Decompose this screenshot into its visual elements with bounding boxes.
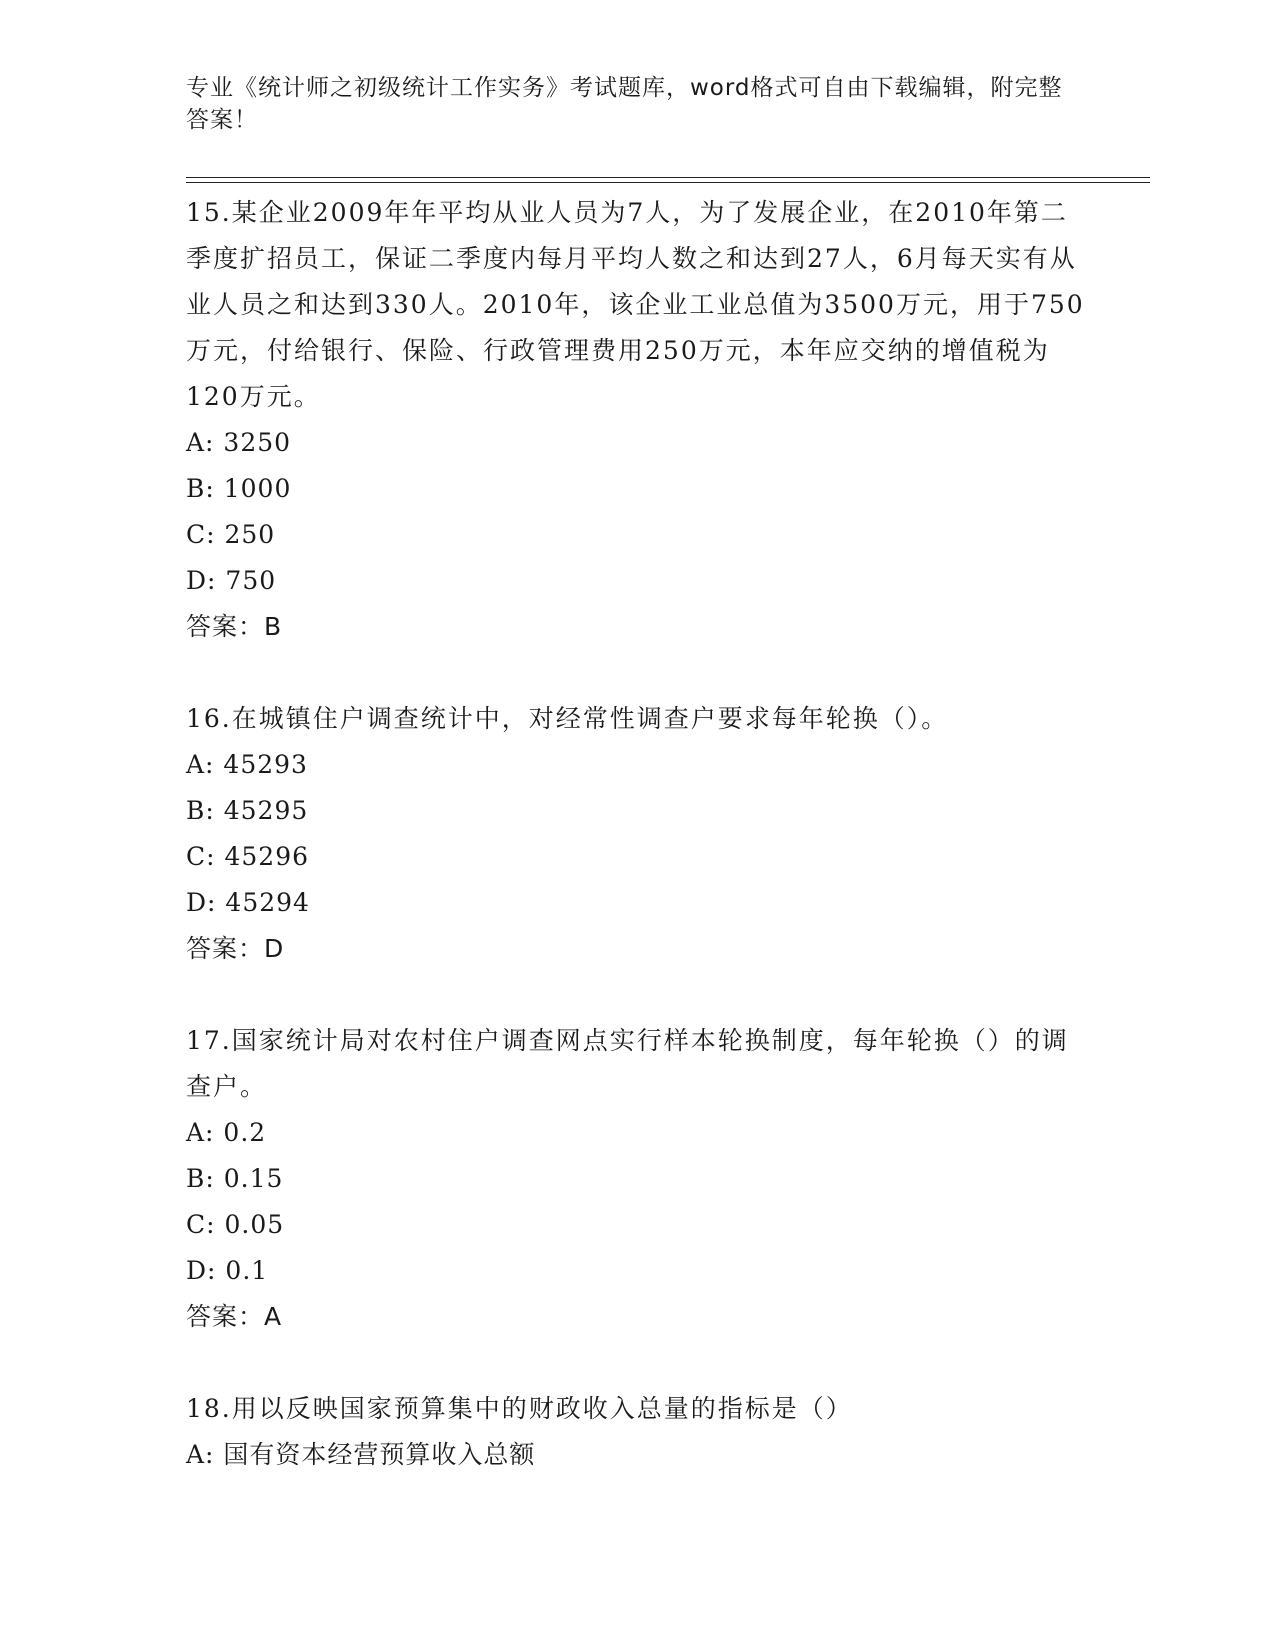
- option-c: C: 45296: [186, 842, 310, 871]
- option-c: C: 250: [186, 520, 276, 549]
- answer-line: 答案：A: [186, 1302, 283, 1331]
- option-c: C: 0.05: [186, 1210, 285, 1239]
- header-divider-bottom: [186, 182, 1150, 183]
- option-d: D: 0.1: [186, 1256, 269, 1285]
- option-b: B: 1000: [186, 474, 292, 503]
- document-header: 专业《统计师之初级统计工作实务》考试题库，word格式可自由下载编辑，附完整答案！: [186, 75, 1063, 133]
- option-d: D: 45294: [186, 888, 310, 917]
- question-spacer: [186, 972, 1086, 1018]
- question-stem: 16.在城镇住户调查统计中，对经常性调查户要求每年轮换（）。: [186, 704, 949, 733]
- question-16: [186, 696, 1086, 972]
- question-15: [186, 190, 1086, 650]
- option-b: B: 0.15: [186, 1164, 284, 1193]
- option-b: B: 45295: [186, 796, 309, 825]
- question-17: [186, 1018, 1086, 1340]
- question-stem: 17.国家统计局对农村住户调查网点实行样本轮换制度，每年轮换（）的调查户。: [186, 1026, 1069, 1101]
- header-divider-top: [186, 177, 1150, 178]
- question-stem: 18.用以反映国家预算集中的财政收入总量的指标是（）: [186, 1394, 853, 1423]
- option-a: A: 国有资本经营预算收入总额: [186, 1440, 536, 1469]
- option-a: A: 3250: [186, 428, 292, 457]
- question-18: [186, 1386, 1086, 1478]
- question-list: [186, 190, 1086, 1478]
- answer-line: 答案：D: [186, 934, 285, 963]
- option-a: A: 0.2: [186, 1118, 267, 1147]
- option-d: D: 750: [186, 566, 277, 595]
- option-a: A: 45293: [186, 750, 308, 779]
- question-spacer: [186, 650, 1086, 696]
- question-stem: 15.某企业2009年年平均从业人员为7人，为了发展企业，在2010年第二季度扩招员工，保证二季度内每月平均人数之和达到27人，6月每天实有从业人员之和达到330人。2010年，该企业工业总值为3500万元，用于750万元，付给银行、保险、行政管理费用250万元，本年应交纳的增值税为120万元。: [186, 198, 1085, 411]
- answer-line: 答案：B: [186, 612, 283, 641]
- question-spacer: [186, 1340, 1086, 1386]
